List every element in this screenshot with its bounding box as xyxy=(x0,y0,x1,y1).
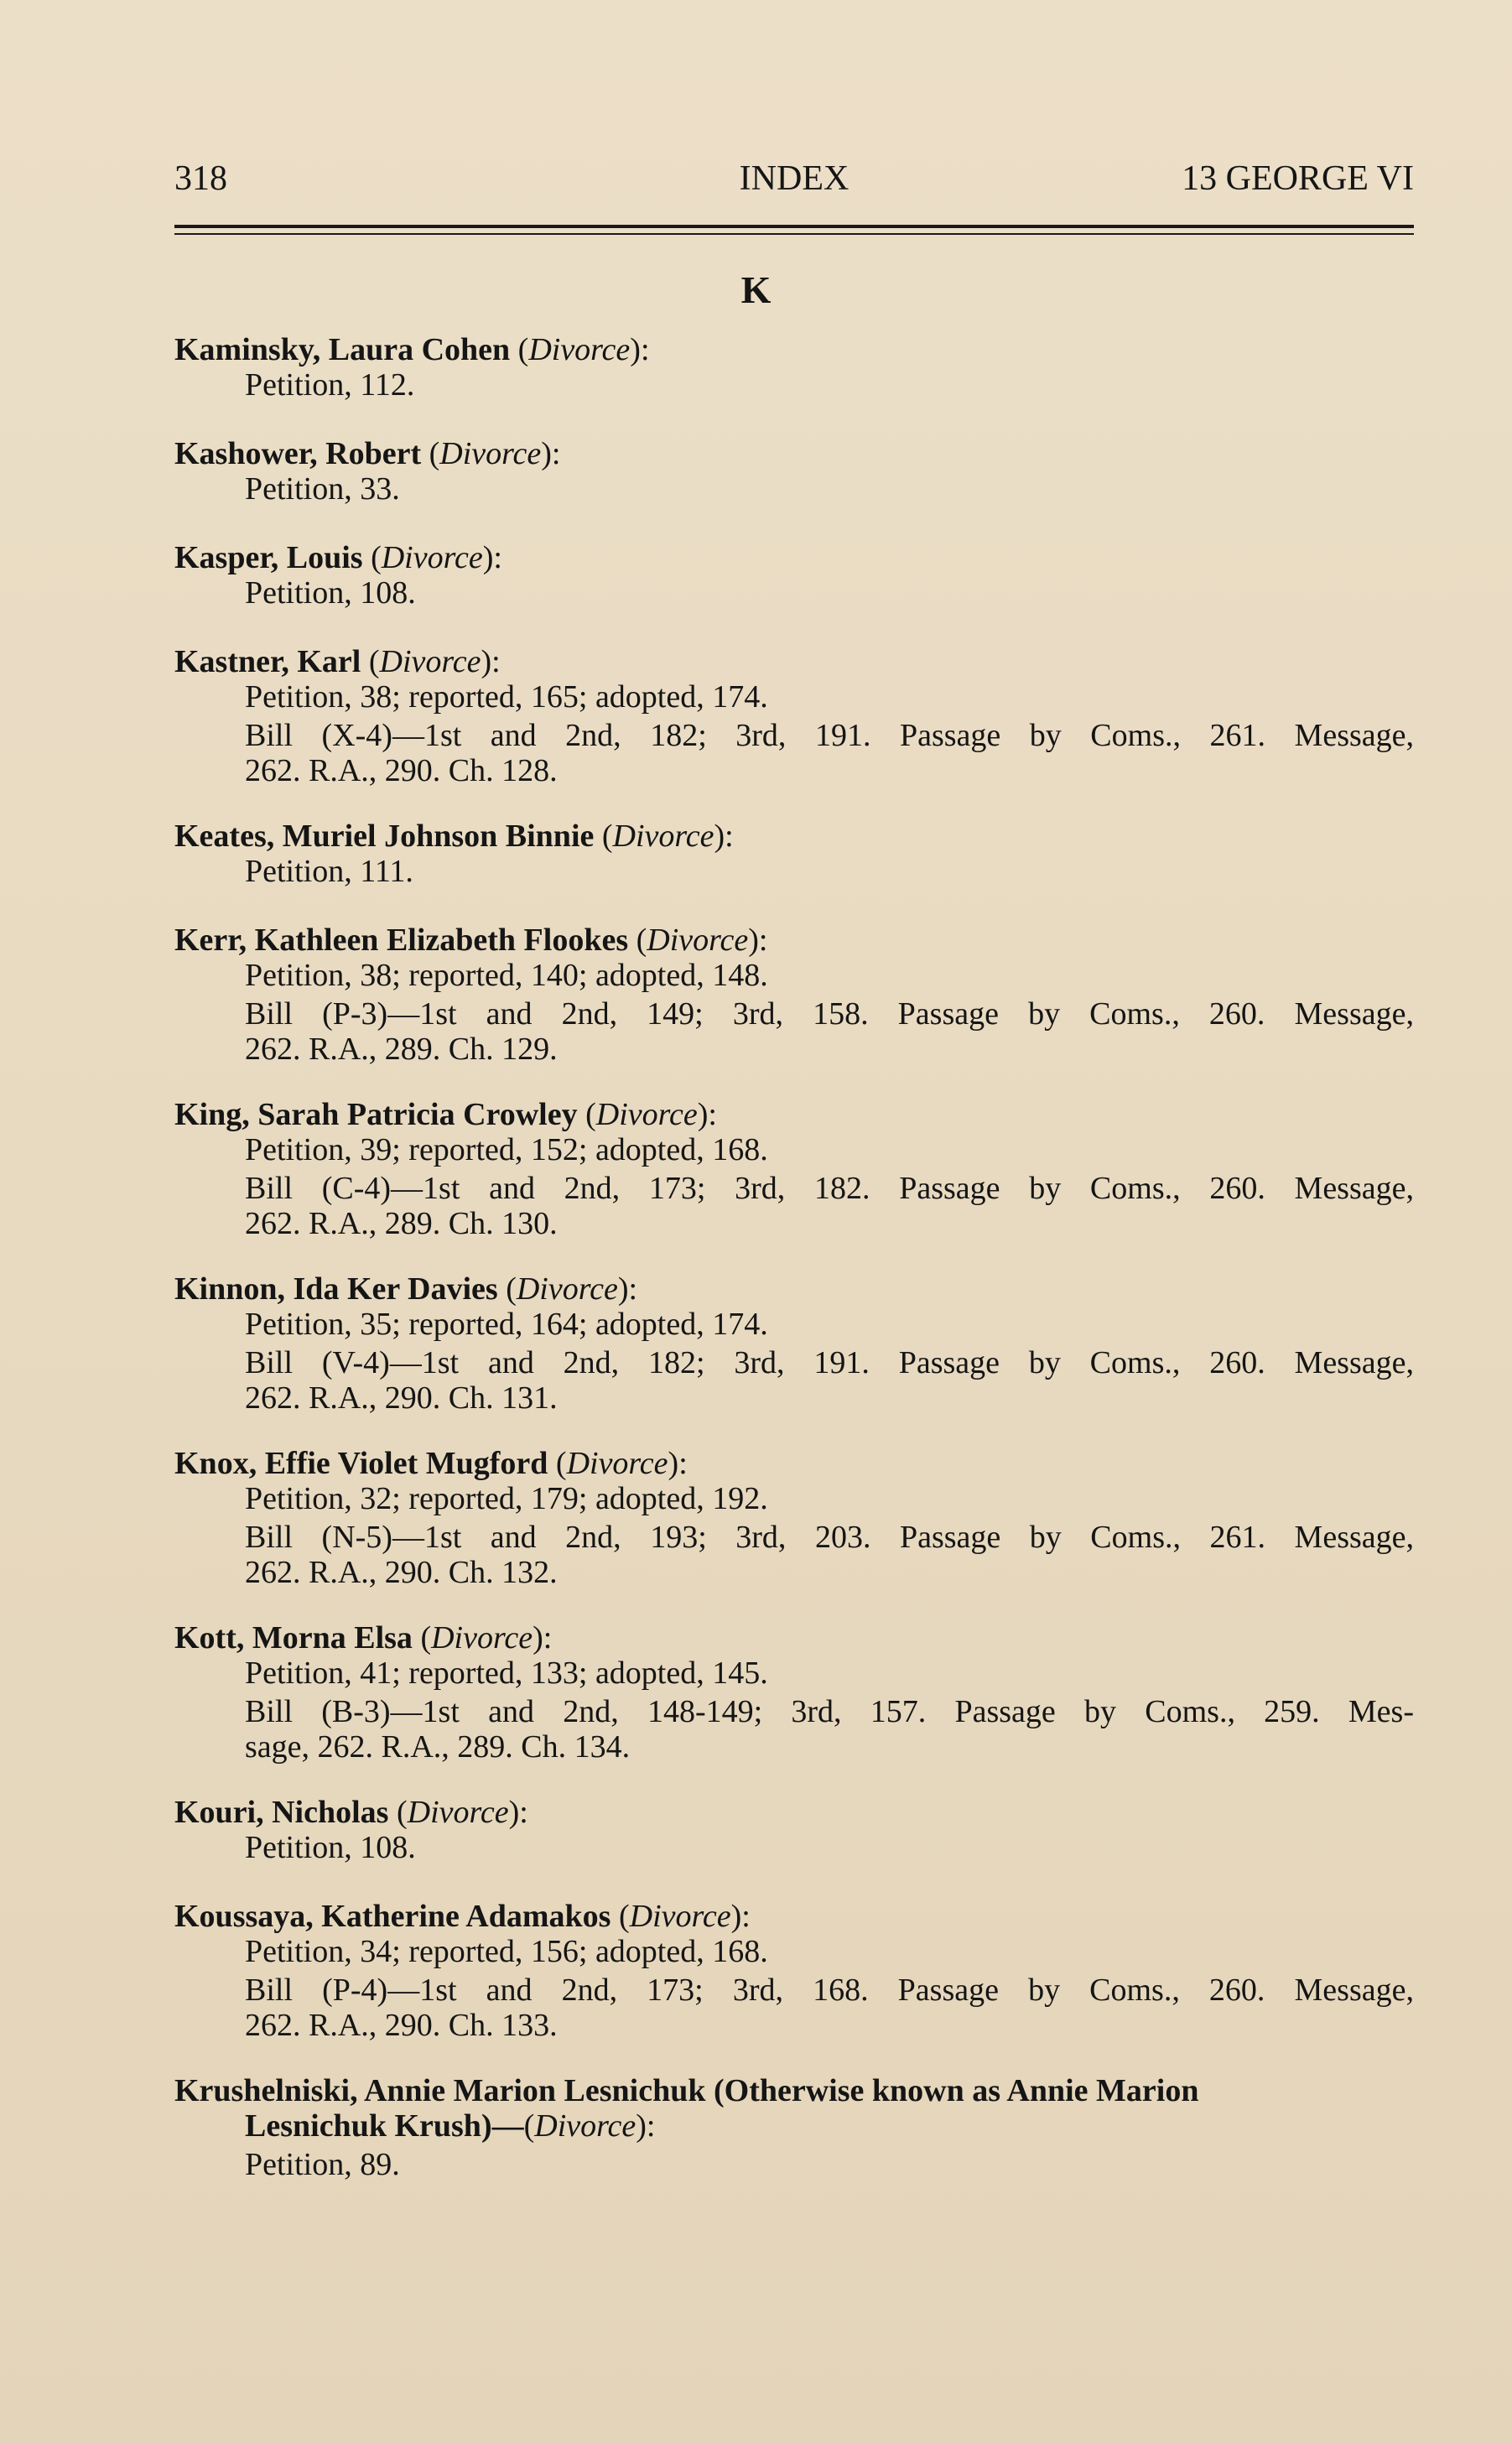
index-entry xyxy=(174,1097,1414,1271)
entry-heading: Kasper, Louis (Divorce): xyxy=(174,540,502,575)
entry-heading xyxy=(174,2073,1414,2108)
entry-bill: Bill (P-3)—1st and 2nd, 149; 3rd, 158. Passage by Coms., 260. Message, xyxy=(245,996,1414,1032)
entry-name: Koussaya, Katherine Adamakos xyxy=(174,1899,611,1934)
page-number: 318 xyxy=(174,159,227,198)
entry-bill: Bill (C-4)—1st and 2nd, 173; 3rd, 182. Passage by Coms., 260. Message, xyxy=(245,1171,1414,1206)
entry-type: Divorce xyxy=(647,923,749,958)
entry-type: Divorce xyxy=(431,1620,533,1656)
entry-heading: Kouri, Nicholas (Divorce): xyxy=(174,1795,528,1830)
entry-name: Kastner, Karl xyxy=(174,644,361,679)
index-entry xyxy=(174,1271,1414,1446)
entry-name: Kaminsky, Laura Cohen xyxy=(174,332,511,367)
entry-heading: Kaminsky, Laura Cohen (Divorce): xyxy=(174,332,650,367)
entry-type: Divorce xyxy=(528,332,631,367)
entry-type: Divorce xyxy=(381,540,483,575)
entry-name: Kerr, Kathleen Elizabeth Flookes xyxy=(174,923,629,958)
index-entry xyxy=(174,819,1414,923)
entry-name: Knox, Effie Violet Mugford xyxy=(174,1446,548,1481)
entry-name-continued: Lesnichuk Krush)— xyxy=(245,2108,524,2144)
regnal-year: 13 GEORGE VI xyxy=(1182,159,1414,198)
entry-type: Divorce xyxy=(566,1446,668,1481)
entry-petition: Petition, 35; reported, 164; adopted, 174. xyxy=(245,1307,768,1342)
page-header xyxy=(174,158,1414,200)
entry-type: Divorce xyxy=(439,436,542,471)
entry-heading: King, Sarah Patricia Crowley (Divorce): xyxy=(174,1097,717,1132)
entry-petition: Petition, 41; reported, 133; adopted, 145. xyxy=(245,1656,768,1691)
entry-name: Krushelniski, Annie Marion Lesnichuk (Otherwise known as Annie Marion xyxy=(174,2073,1199,2108)
entry-name: Kott, Morna Elsa xyxy=(174,1620,413,1656)
entry-heading: Kinnon, Ida Ker Davies (Divorce): xyxy=(174,1271,638,1307)
entry-petition: Petition, 112. xyxy=(245,367,415,403)
entry-type: Divorce xyxy=(595,1097,698,1132)
entry-heading-continued: Lesnichuk Krush)—(Divorce): xyxy=(245,2108,656,2144)
entry-petition: Petition, 39; reported, 152; adopted, 168. xyxy=(245,1132,768,1167)
entry-petition: Petition, 89. xyxy=(245,2147,400,2182)
header-rule-thick xyxy=(174,225,1414,228)
entry-name: Kinnon, Ida Ker Davies xyxy=(174,1271,498,1307)
entry-name: Kashower, Robert xyxy=(174,436,422,471)
entry-type: Divorce xyxy=(534,2108,636,2144)
entry-bill-continued: 262. R.A., 289. Ch. 130. xyxy=(245,1206,558,1241)
entry-bill: Bill (X-4)—1st and 2nd, 182; 3rd, 191. Passage by Coms., 261. Message, xyxy=(245,718,1414,753)
entry-name: King, Sarah Patricia Crowley xyxy=(174,1097,578,1132)
entry-bill-continued: 262. R.A., 290. Ch. 132. xyxy=(245,1555,558,1590)
entry-bill-continued: 262. R.A., 290. Ch. 131. xyxy=(245,1380,558,1416)
entry-heading: Koussaya, Katherine Adamakos (Divorce): xyxy=(174,1899,751,1934)
entry-bill: Bill (P-4)—1st and 2nd, 173; 3rd, 168. Passage by Coms., 260. Message, xyxy=(245,1973,1414,2008)
entry-petition: Petition, 34; reported, 156; adopted, 168. xyxy=(245,1934,768,1969)
entry-heading: Kerr, Kathleen Elizabeth Flookes (Divorce): xyxy=(174,923,768,958)
entry-bill: Bill (V-4)—1st and 2nd, 182; 3rd, 191. Passage by Coms., 260. Message, xyxy=(245,1345,1414,1380)
index-entry xyxy=(174,1795,1414,1899)
entry-petition: Petition, 38; reported, 140; adopted, 148. xyxy=(245,958,768,993)
index-entry xyxy=(174,1620,1414,1795)
entry-type: Divorce xyxy=(407,1795,509,1830)
entry-type: Divorce xyxy=(629,1899,731,1934)
entry-petition: Petition, 32; reported, 179; adopted, 192. xyxy=(245,1481,768,1516)
index-entry xyxy=(174,644,1414,819)
index-entry xyxy=(174,923,1414,1097)
entry-petition: Petition, 108. xyxy=(245,1830,416,1865)
section-title: INDEX xyxy=(739,159,850,198)
entry-bill-continued: 262. R.A., 290. Ch. 128. xyxy=(245,753,558,788)
entry-name: Keates, Muriel Johnson Binnie xyxy=(174,819,595,854)
entry-heading: Knox, Effie Violet Mugford (Divorce): xyxy=(174,1446,688,1481)
index-entry xyxy=(174,2073,1414,2248)
entry-heading: Kastner, Karl (Divorce): xyxy=(174,644,501,679)
entry-bill-continued: 262. R.A., 289. Ch. 129. xyxy=(245,1032,558,1067)
entry-bill-continued: 262. R.A., 290. Ch. 133. xyxy=(245,2008,558,2043)
entry-petition: Petition, 111. xyxy=(245,854,413,889)
entry-petition: Petition, 33. xyxy=(245,471,400,507)
index-entry xyxy=(174,332,1414,436)
entry-petition: Petition, 108. xyxy=(245,575,416,611)
entry-petition: Petition, 38; reported, 165; adopted, 174. xyxy=(245,679,768,715)
entry-name: Kasper, Louis xyxy=(174,540,363,575)
entry-type: Divorce xyxy=(379,644,481,679)
entry-bill: Bill (B-3)—1st and 2nd, 148-149; 3rd, 157. Passage by Coms., 259. Mes- xyxy=(245,1694,1414,1729)
header-rule-thin xyxy=(174,233,1414,235)
entry-type: Divorce xyxy=(612,819,714,854)
index-entry xyxy=(174,540,1414,644)
index-entry xyxy=(174,1446,1414,1620)
index-entry xyxy=(174,436,1414,540)
entry-name: Kouri, Nicholas xyxy=(174,1795,389,1830)
index-entries xyxy=(174,332,1414,2248)
entry-type: Divorce xyxy=(516,1271,618,1307)
entry-heading: Keates, Muriel Johnson Binnie (Divorce): xyxy=(174,819,734,854)
index-entry xyxy=(174,1899,1414,2073)
entry-bill-continued: sage, 262. R.A., 289. Ch. 134. xyxy=(245,1729,631,1765)
index-letter: K xyxy=(740,268,772,311)
entry-heading: Kott, Morna Elsa (Divorce): xyxy=(174,1620,553,1656)
entry-bill: Bill (N-5)—1st and 2nd, 193; 3rd, 203. Passage by Coms., 261. Message, xyxy=(245,1520,1414,1555)
entry-heading: Kashower, Robert (Divorce): xyxy=(174,436,561,471)
